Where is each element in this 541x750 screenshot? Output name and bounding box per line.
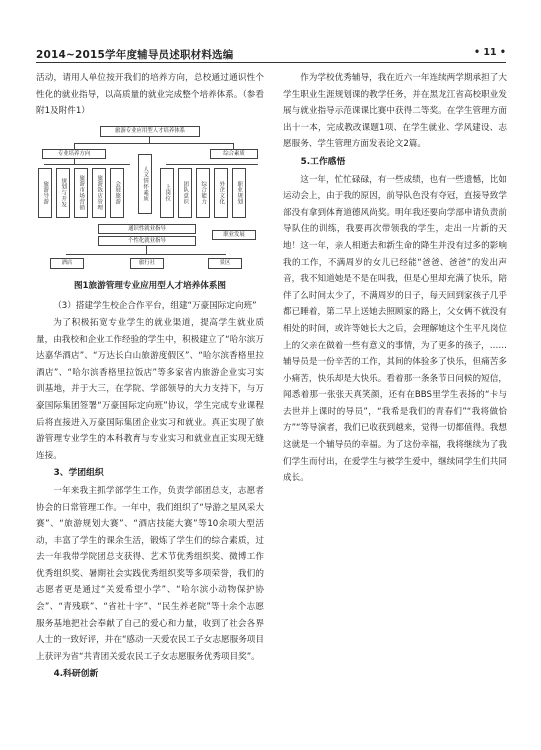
page-header [36,48,506,63]
diagram-career-box: 职业发展 [212,230,256,240]
diagram-major: 规划与开发 [56,168,70,218]
paragraph: （3）搭建学生校企合作平台，组建“万豪国际定向班” [53,301,257,312]
left-column [36,70,264,684]
running-title: 2014~2015学年度辅导员述职材料选编 [36,49,234,61]
diagram-left-head: 专业培养方向 [42,149,106,159]
diagram-quality: 职业规划 [232,168,246,218]
diagram-top-box: 旅游专业应用型人才培养体系 [100,126,200,137]
diagram-quality: 综合能力 [196,168,210,218]
right-column [283,70,507,487]
diagram-quality: 外企文化 [214,168,228,218]
paragraph: 这一年，忙忙碌碌，有一些成绩，也有一些遗憾，比如运动会上，由于我的原因，前导队色没有夺冠，直接导致学部没有拿到体育道德风尚奖。明年我还要向学部申请负责前导队住的训练，我要再次带领我的学生，走出一片新的天地！这一年，亲人相逝去和新生命的降生并没有过多的影响我的工作，不满周岁的女儿已经能“爸爸、爸爸”的发出声音，我不知道她是不是在叫我，但是心里却充满了快乐，陪伴了么时间太少了，不满周岁的日子，每天回到家孩子几乎都已睡着，第二早上送她去照顾家的路上，父女俩不就没有相处的时间，或许等她长大之后，会理解她这个生平凡岗位上的父亲在做着一些有意义的事情，为了更多的孩子，……辅导员是一份辛苦的工作，其间的体验多了快乐，但痛苦多小痛苦，快乐却是大快乐。看着那一条条节日问候的短信，闻悉着那一张张天真笑颜，还有在BBS里学生表扬的“卡与去世并上课时的导员”，“我希是我们的青春们”“我将做恰方”“等导演者，我们已收获到越来，觉得一切都值得。我想这就是一个辅导员的幸福。为了这份幸福，我将继续为了我们学生而付出，在爱学生与被学生爱中，继续同学生们共同成长。 [283,174,507,484]
diagram-major: 旅游饭店管理 [92,168,106,218]
section-heading: 3、学团组织 [53,468,104,479]
section-heading: 5.工作感悟 [300,156,346,167]
diagram-major: 会展旅游 [110,168,124,218]
diagram-mid-head: 人文情怀素质 [138,154,152,214]
diagram-outlet: 景区 [208,258,242,269]
diagram-major: 旅游导游 [38,168,52,218]
diagram-quality: 团队意识 [178,168,192,218]
diagram-outlet: 酒店 [50,258,84,269]
page-number: • 11 • [474,47,506,58]
paragraph: 作为学校优秀辅导，我在近六一年连续两学期承担了大学生职业生涯规划课的教学任务，并在黑龙江省高校职业发展与就业指导示范课课比赛中获得二等奖。在学生管理方面出十一本，完成教改课题1项、在学生就业、学风建设、志愿服务、学生管理方面发表论文2篇。 [283,73,507,150]
diagram-right-head: 综合素质 [210,149,258,159]
paragraph: 活动，请用人单位按开我们的培养方向，总校通过通识性个性化的就业指导，以高质量的就业完成整个培养体系。（参看附1及附件1） [36,73,264,117]
diagram-outlet: 旅行社 [130,258,164,269]
diagram-general-box: 通识性就业指导 [98,224,196,234]
diagram-personal-box: 个性化就业指导 [98,236,196,246]
figure-caption: 图1旅游管理专业应用型人才培养体系图 [73,280,227,291]
diagram-quality: 上岗位 [160,168,174,218]
paragraph: 为了积极拓宽专业学生的就业渠道，提高学生就业质量，由我校和企业工作经验的学生中，积极建立了“哈尔滨万达嘉华酒店”、“万达长白山旅游度假区”、“哈尔滨香格里拉酒店”、“哈尔滨香格里拉饭店”等多家省内旅游企业实习实训基地，并于大三，在学院、学部领导的大力支持下，与万豪国际集团签署“万豪国际定向班”协议，学生完成专业课程后将直接进入万豪国际集团企业实习和就业。真正实现了旅游管理专业学生的本科教育与专业实习和就业直正实现无缝连接。 [36,317,264,461]
cultivation-system-diagram [36,124,264,272]
section-heading: 4.科研创新 [53,669,99,680]
paragraph: 一年来我主抓学部学生工作，负责学部团总支，志愿者协会的日常管理工作。一年中，我们组织了“导游之星风采大赛”、“旅游规划大赛”、“酒店技能大赛”等10余项大型活动，丰富了学生的课余生活，锻炼了学生们的综合素质，过去一年我带学院团总支获得、艺术节优秀组织奖、微博工作优秀组织奖、暑期社会实践优秀组织奖等多项荣誉，我们的志愿者更是通过“关爱希望小学”、“哈尔滨小动物保护协会”、“青残联”、“省社十字”、“民生养老院”等十余个志愿服务基地把社会奉献了自己的爱心和力量，收到了社会各界人士的一致好评，并在“感动一天爱农民工子女志愿服务项目上获评为省“共青团关爱农民工子女志愿服务优秀项目奖”。 [36,485,264,662]
diagram-major: 旅游市场营销 [74,168,88,218]
